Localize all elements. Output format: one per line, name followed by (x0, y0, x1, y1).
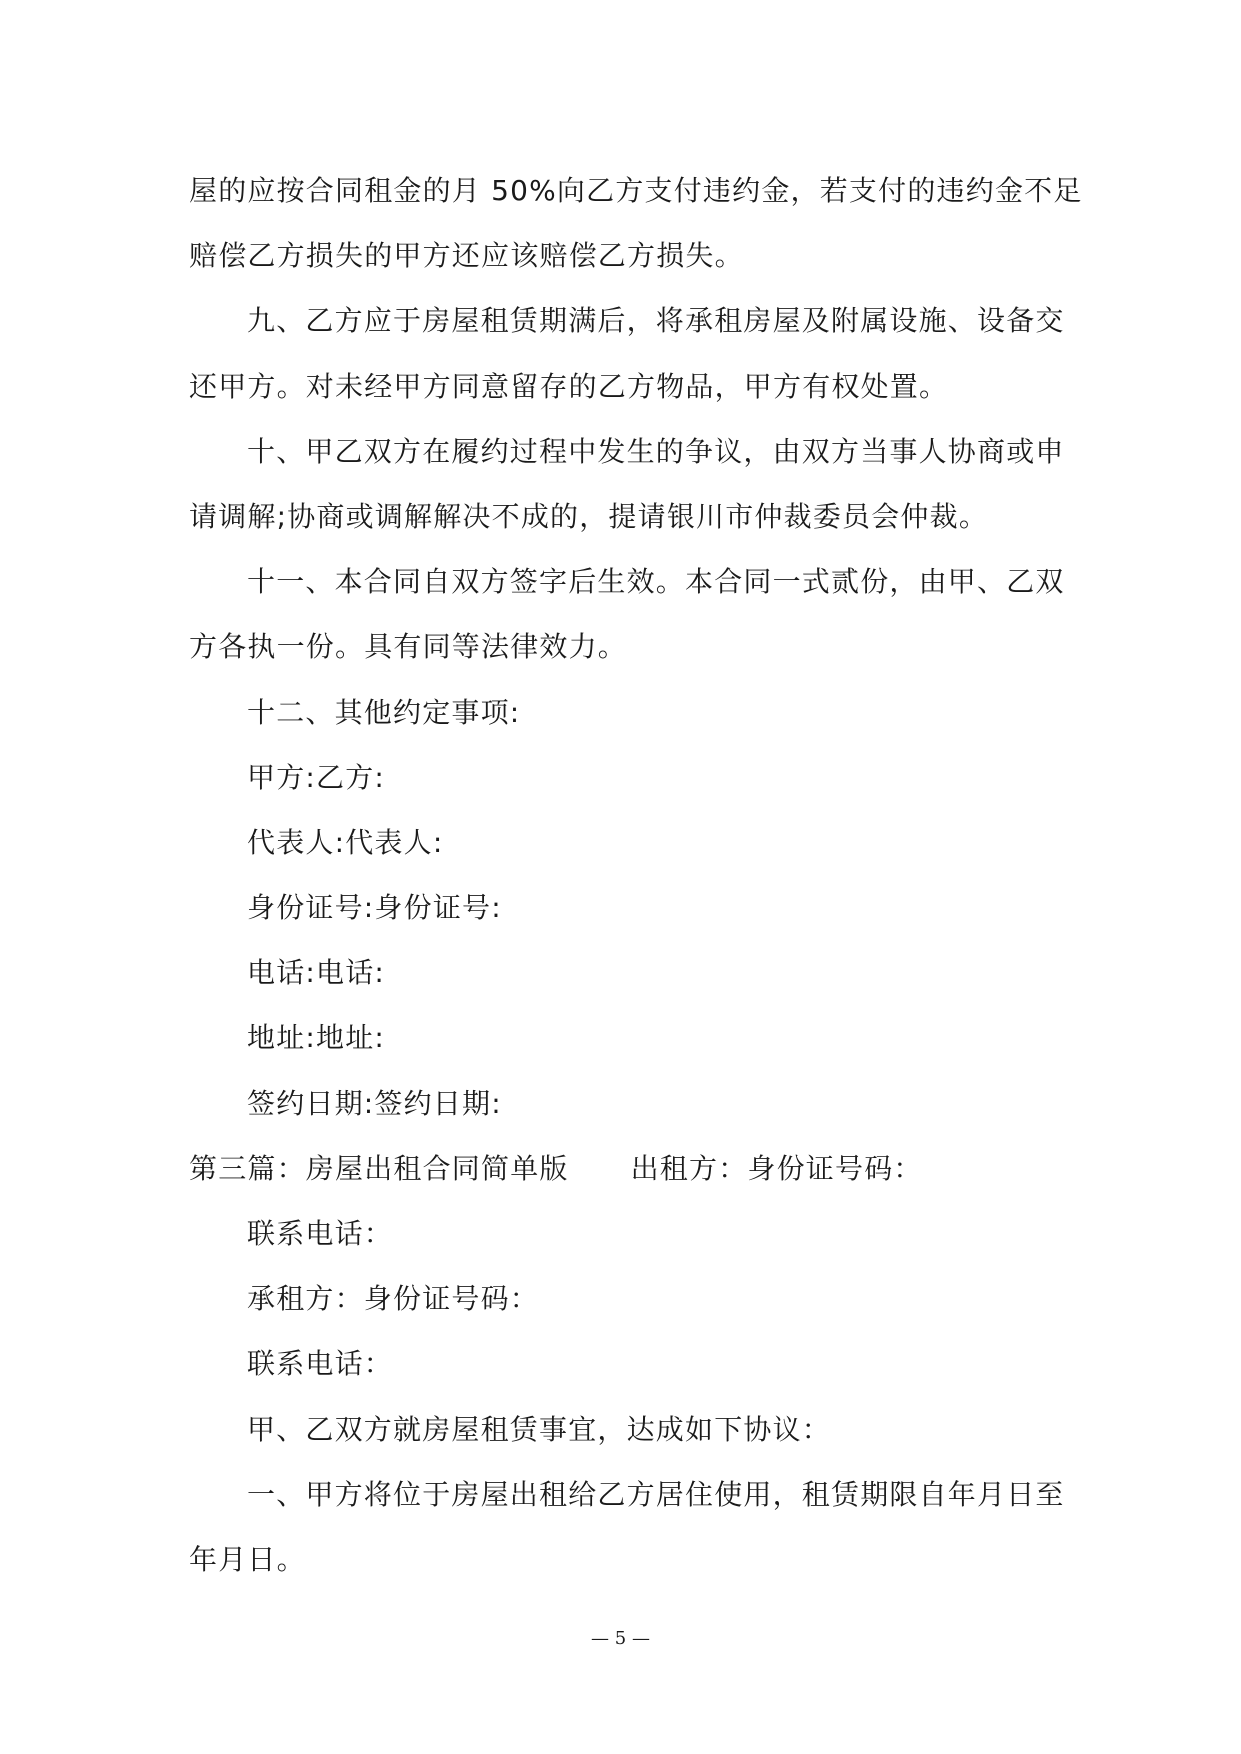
paragraph-line: 年月日。 (189, 1542, 306, 1576)
paragraph-line: 屋的应按合同租金的月 50%向乙方支付违约金，若支付的违约金不足 (189, 174, 1083, 207)
paragraph-line: 一、甲方将位于房屋出租给乙方居住使用，租赁期限自年月日至 (247, 1477, 1065, 1511)
signature-line-address: 地址:地址: (247, 1021, 386, 1055)
page-number: — 5 — (591, 1628, 650, 1649)
paragraph-line: 十二、其他约定事项: (247, 695, 521, 729)
signature-line-id-number: 身份证号:身份证号: (247, 891, 502, 925)
paragraph-line: 请调解;协商或调解解决不成的，提请银川市仲裁委员会仲裁。 (189, 499, 989, 533)
paragraph-line: 方各执一份。具有同等法律效力。 (189, 630, 628, 664)
paragraph-line: 联系电话： (247, 1217, 394, 1250)
paragraph-line: 承租方：身份证号码： (247, 1282, 540, 1316)
signature-line-party: 甲方:乙方: (247, 760, 386, 794)
paragraph-line: 十、甲乙双方在履约过程中发生的争议，由双方当事人协商或申 (247, 434, 1065, 468)
signature-line-date: 签约日期:签约日期: (247, 1086, 502, 1120)
paragraph-line: 九、乙方应于房屋租赁期满后，将承租房屋及附属设施、设备交 (247, 304, 1065, 338)
paragraph-line: 赔偿乙方损失的甲方还应该赔偿乙方损失。 (189, 239, 744, 273)
paragraph-line: 联系电话： (247, 1347, 394, 1381)
paragraph-line: 甲、乙双方就房屋租赁事宜，达成如下协议： (247, 1412, 832, 1446)
document-body (189, 158, 1083, 1592)
paragraph-line: 还甲方。对未经甲方同意留存的乙方物品，甲方有权处置。 (189, 369, 949, 403)
section-title-tail: 出租方：身份证号码： (630, 1151, 923, 1185)
section-title: 第三篇：房屋出租合同简单版 (189, 1151, 569, 1185)
paragraph-line: 十一、本合同自双方签字后生效。本合同一式贰份，由甲、乙双 (247, 565, 1065, 599)
signature-line-phone: 电话:电话: (247, 956, 386, 990)
signature-line-representative: 代表人:代表人: (247, 825, 444, 859)
section-heading-line (189, 1136, 1069, 1201)
